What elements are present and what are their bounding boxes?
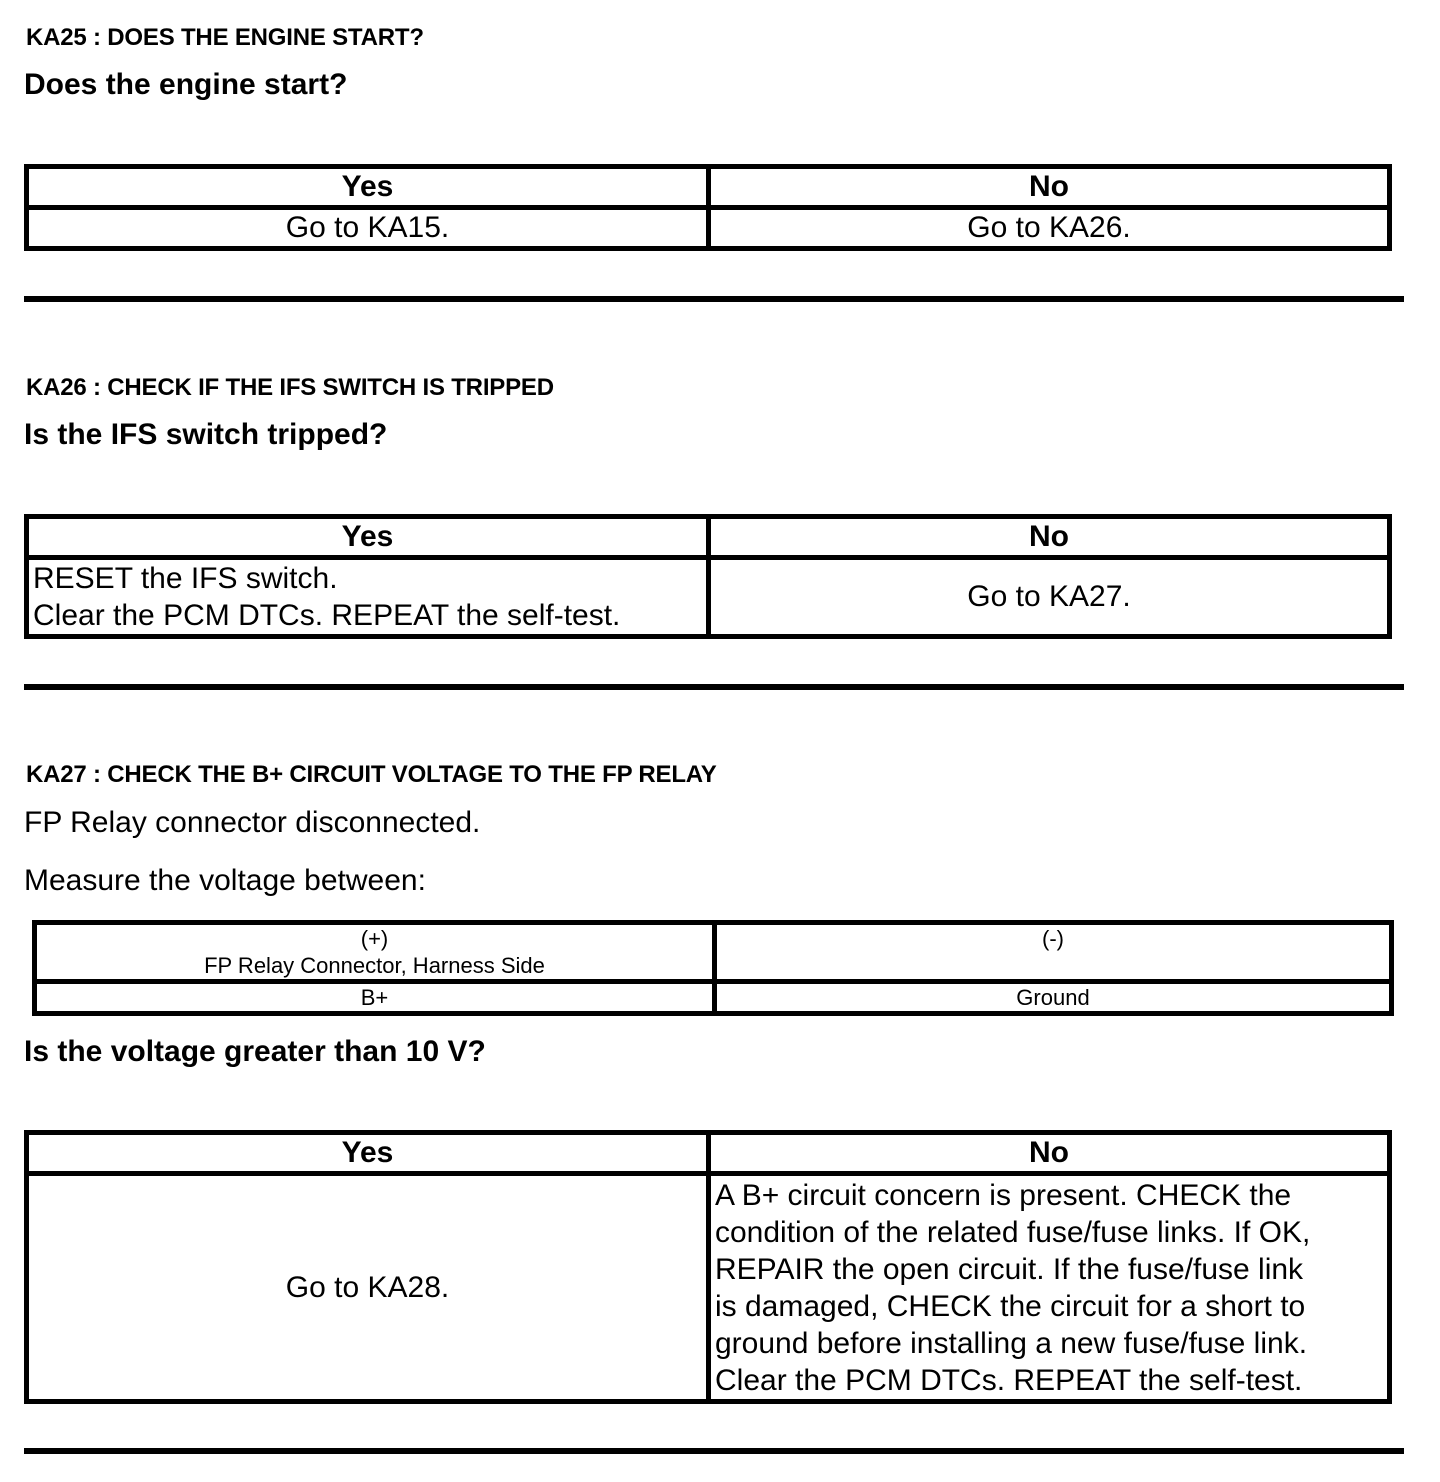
negative-sign: (-) bbox=[1042, 926, 1064, 951]
yes-no-table-ka27 bbox=[24, 1130, 1392, 1404]
yes-no-table-ka26 bbox=[24, 514, 1392, 639]
yes-header: Yes bbox=[27, 1133, 709, 1174]
yes-no-table-ka25 bbox=[24, 164, 1392, 251]
negative-lead-value: Ground bbox=[715, 982, 1392, 1014]
positive-lead-header bbox=[35, 923, 715, 982]
step-title-ka25: KA25 : DOES THE ENGINE START? bbox=[26, 24, 424, 51]
no-action bbox=[709, 1174, 1390, 1402]
no-action-line: REPAIR the open circuit. If the fuse/fuse link bbox=[715, 1252, 1304, 1286]
no-action-line: is damaged, CHECK the circuit for a short to bbox=[715, 1289, 1306, 1323]
yes-header: Yes bbox=[27, 167, 709, 208]
no-header: No bbox=[709, 167, 1390, 208]
negative-lead-header bbox=[715, 923, 1392, 982]
step-condition-ka27: FP Relay connector disconnected. bbox=[24, 806, 481, 839]
measurement-table-ka27 bbox=[32, 920, 1394, 1016]
step-title-ka27: KA27 : CHECK THE B+ CIRCUIT VOLTAGE TO THE FP RELAY bbox=[26, 761, 717, 788]
yes-action-line: RESET the IFS switch. bbox=[33, 562, 338, 595]
section-divider bbox=[24, 684, 1404, 690]
yes-header: Yes bbox=[27, 517, 709, 558]
no-action-line: Clear the PCM DTCs. REPEAT the self-test. bbox=[715, 1363, 1303, 1397]
section-divider bbox=[24, 296, 1404, 302]
positive-sign: (+) bbox=[360, 926, 389, 951]
step-question-ka26: Is the IFS switch tripped? bbox=[24, 418, 388, 451]
no-action: Go to KA26. bbox=[709, 208, 1390, 249]
no-header: No bbox=[709, 517, 1390, 558]
yes-action-line: Clear the PCM DTCs. REPEAT the self-test. bbox=[33, 599, 621, 632]
no-action: Go to KA27. bbox=[709, 558, 1390, 637]
positive-lead-value: B+ bbox=[35, 982, 715, 1014]
section-divider bbox=[24, 1448, 1404, 1454]
no-header: No bbox=[709, 1133, 1390, 1174]
yes-action: Go to KA15. bbox=[27, 208, 709, 249]
yes-action: Go to KA28. bbox=[27, 1174, 709, 1402]
positive-location: FP Relay Connector, Harness Side bbox=[204, 953, 545, 978]
no-action-line: A B+ circuit concern is present. CHECK the bbox=[715, 1178, 1292, 1212]
no-action-line: condition of the related fuse/fuse links. If OK, bbox=[715, 1215, 1311, 1249]
yes-action bbox=[27, 558, 709, 637]
step-title-ka26: KA26 : CHECK IF THE IFS SWITCH IS TRIPPED bbox=[26, 374, 554, 401]
step-question-ka27: Is the voltage greater than 10 V? bbox=[24, 1035, 486, 1068]
step-question-ka25: Does the engine start? bbox=[24, 68, 348, 101]
no-action-line: ground before installing a new fuse/fuse link. bbox=[715, 1326, 1308, 1360]
step-instruction-ka27: Measure the voltage between: bbox=[24, 864, 426, 897]
